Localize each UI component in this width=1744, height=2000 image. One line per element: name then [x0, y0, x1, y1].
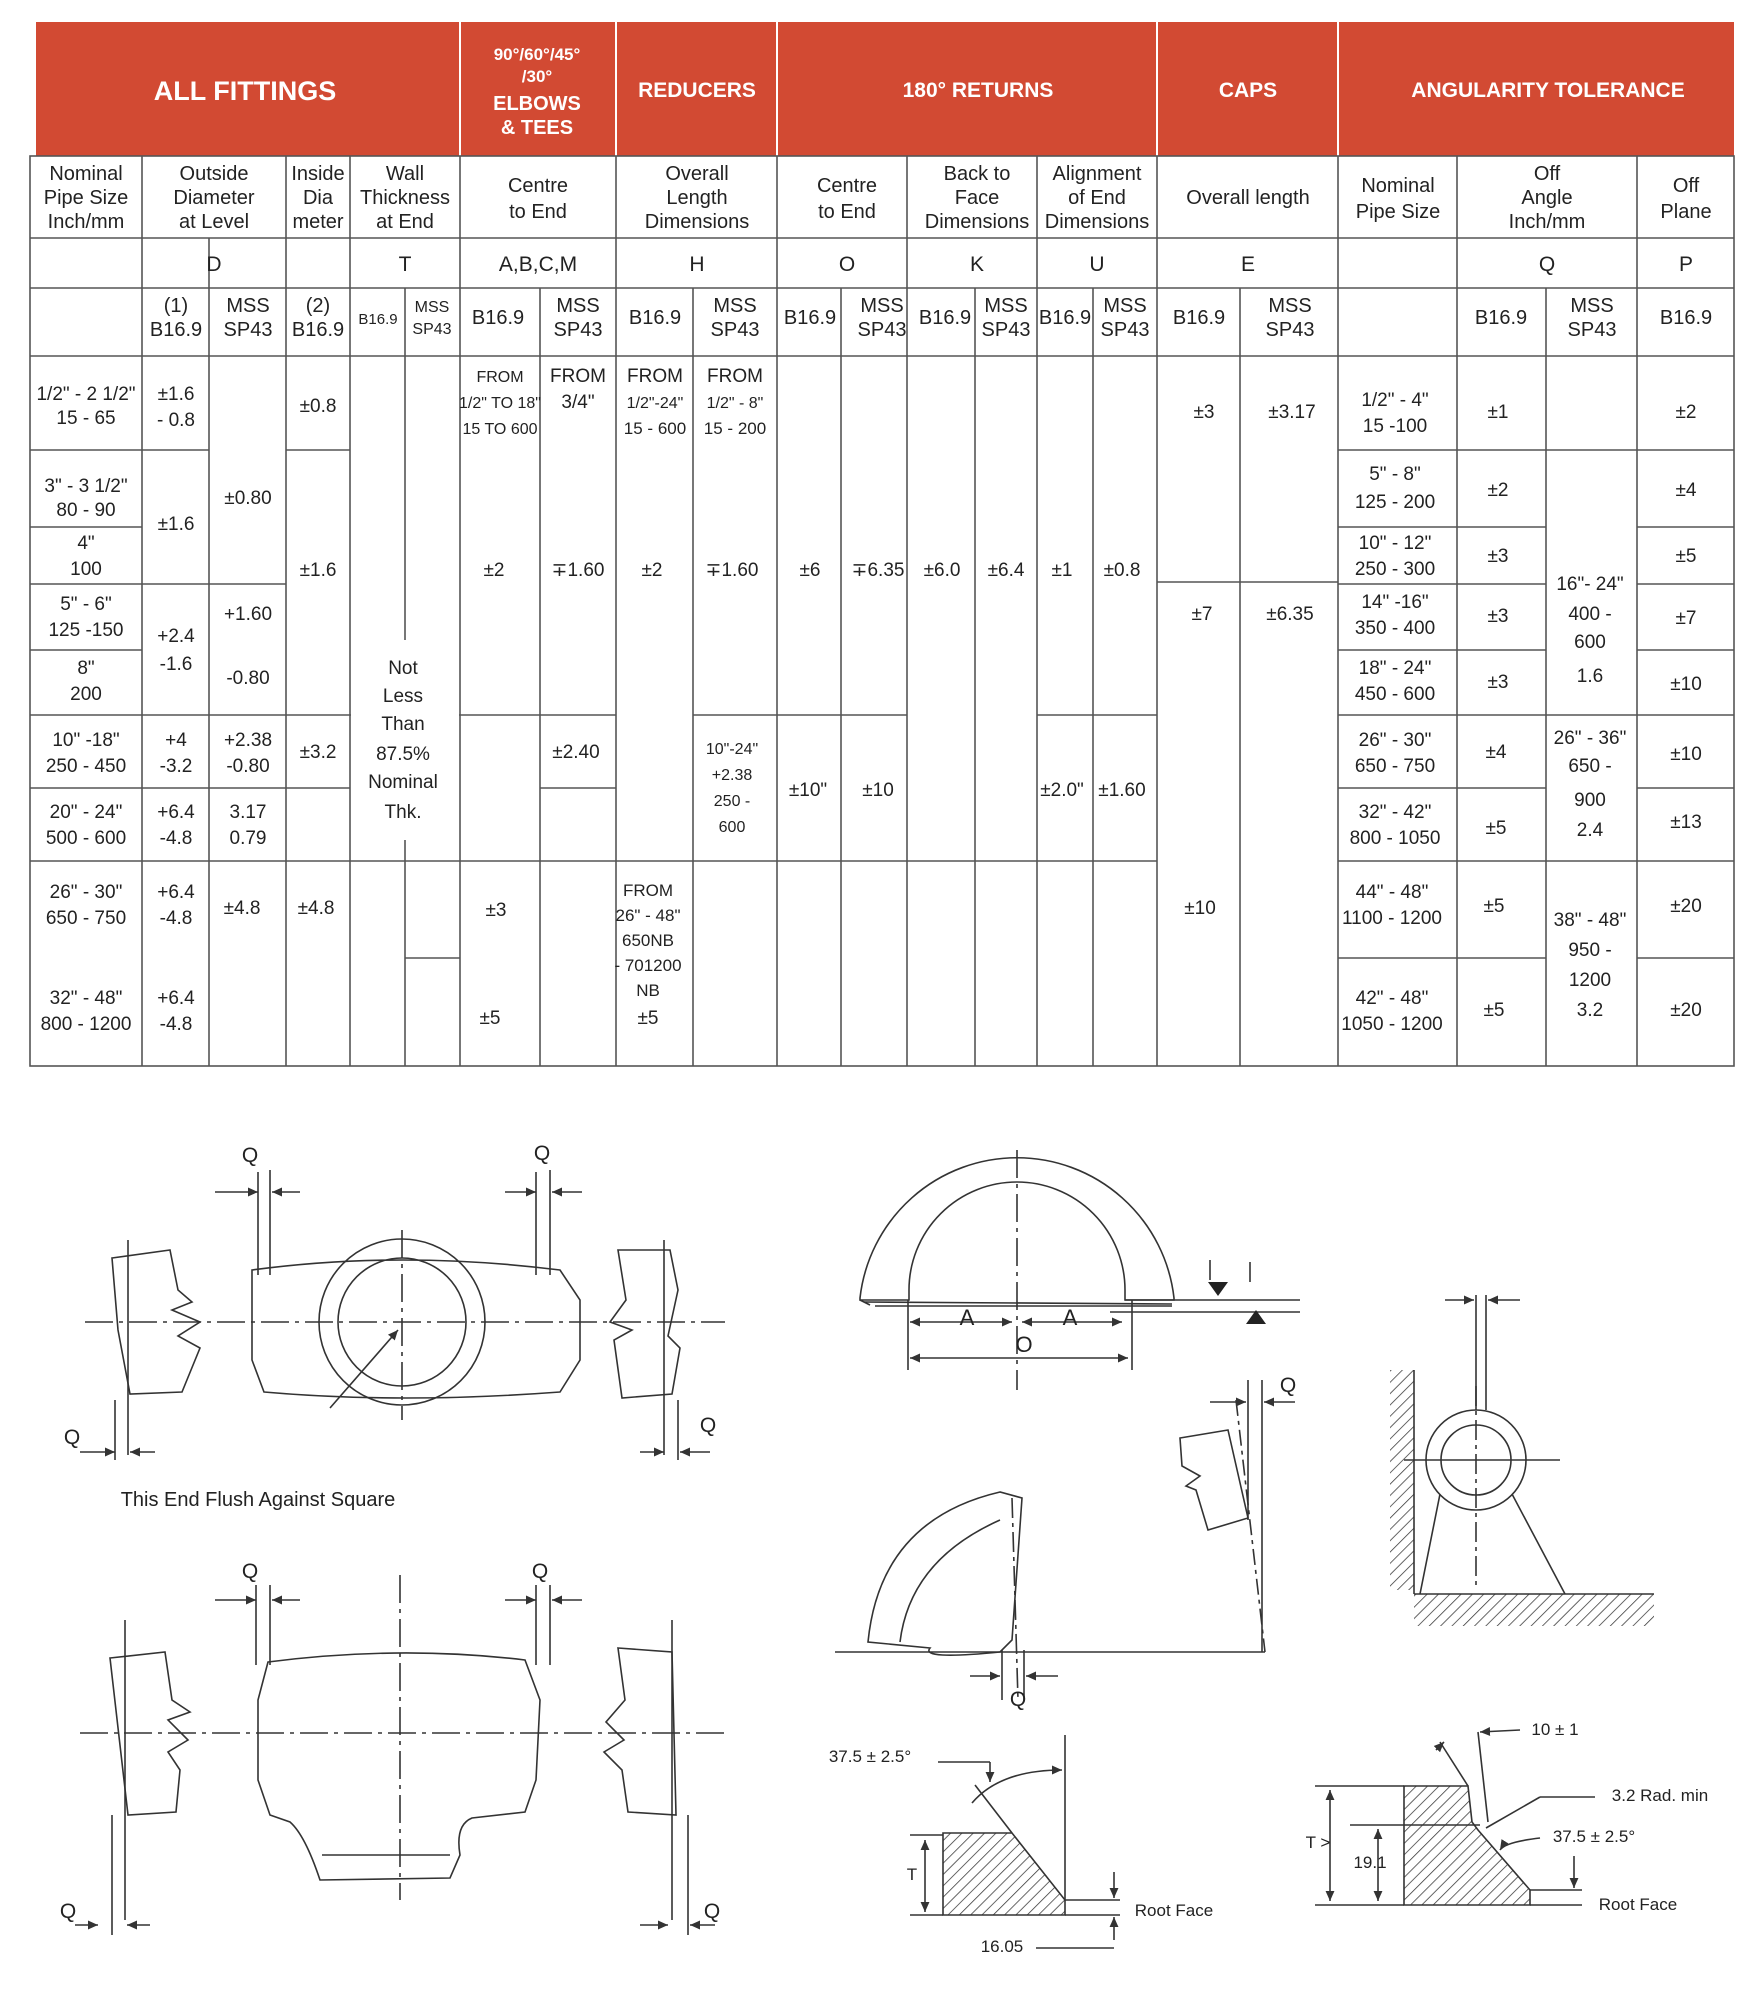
align-b169-1: ±1 [1051, 560, 1073, 581]
ang-nps-5: 18" - 24" 450 - 600 [1354, 658, 1436, 705]
oal-b169-3: FROM 26" - 48" 650NB - 701200 NB ±5 [614, 881, 682, 1029]
oal-b169-2: ±2 [641, 560, 663, 581]
od-b169-7: +6.4 -4.8 [157, 988, 195, 1035]
ang-b169-6: ±4 [1485, 742, 1507, 763]
plane-5: ±10 [1670, 674, 1702, 695]
label-q-7: Q [59, 1900, 77, 1923]
ang-b169-3: ±3 [1487, 546, 1509, 567]
plane-6: ±10 [1670, 744, 1702, 765]
ang-b169-8: ±5 [1483, 896, 1505, 917]
od-mss-1: ±0.80 [224, 488, 272, 509]
caps-b169-3: ±10 [1184, 898, 1216, 919]
label-a-1: A [959, 1305, 975, 1330]
tolerance-table [30, 22, 1734, 1066]
header-elbows-line3: ELBOWS [493, 93, 581, 115]
cte-mss-1: FROM 3/4" [550, 366, 606, 413]
ang-nps-8: 44" - 48" 1100 - 1200 [1341, 882, 1443, 929]
ang-mss-1: 16"- 24" 400 -600 1.6 [1556, 574, 1624, 687]
letter-T: T [398, 253, 412, 276]
plane-3: ±5 [1675, 546, 1697, 567]
label-bevel1-width: 16.05 [980, 1937, 1024, 1956]
ang-b169-7: ±5 [1485, 818, 1507, 839]
label-q-3: Q [63, 1426, 81, 1449]
std-od-mss: MSS SP43 [223, 295, 273, 341]
std-cte-mss: MSS SP43 [553, 295, 603, 341]
cto-mss-1: ∓6.35 [851, 560, 905, 581]
std-caps-b169: B16.9 [1172, 307, 1226, 329]
label-bevel2-root: Root Face [1598, 1895, 1678, 1914]
oal-mss-2: ∓1.60 [705, 560, 759, 581]
ang-nps-3: 10" - 12" 250 - 300 [1354, 533, 1436, 580]
nps-row-3: 4" 100 [70, 533, 102, 580]
cte-b169-1: FROM 1/2" TO 18" 15 TO 600 [459, 369, 541, 438]
ang-mss-3: 38" - 48" 950 -1200 3.2 [1553, 910, 1627, 1021]
letter-O: O [838, 253, 856, 276]
caps-mss-2: ±6.35 [1266, 604, 1314, 625]
ang-mss-2: 26" - 36" 650 -900 2.4 [1553, 728, 1627, 841]
nps-row-2: 3" - 3 1/2" 80 - 90 [44, 476, 128, 521]
cto-b169-1: ±6 [799, 560, 821, 581]
label-bevel2-rad: 3.2 Rad. min [1611, 1786, 1709, 1805]
header-caps: CAPS [1218, 79, 1278, 102]
bevel-detail-1 [910, 1735, 1120, 1948]
label-bevel2-19: 19.1 [1353, 1853, 1387, 1872]
col-alignment: Alignment of End Dimensions [1044, 163, 1150, 233]
nps-row-5: 8" 200 [70, 658, 102, 705]
plane-8: ±20 [1670, 896, 1702, 917]
std-cto-mss: MSS SP43 [857, 295, 907, 341]
od-mss-5: 3.17 0.79 [229, 802, 267, 849]
ang-nps-2: 5" - 8" 125 - 200 [1354, 464, 1436, 513]
label-bevel1-t: T [906, 1865, 918, 1884]
caps-mss-1: ±3.17 [1268, 402, 1316, 423]
std-ang-mss: MSS SP43 [1567, 295, 1617, 341]
ang-nps-7: 32" - 42" 800 - 1050 [1349, 802, 1441, 849]
nps-row-8: 26" - 30" 650 - 750 [45, 882, 127, 929]
plane-2: ±4 [1675, 480, 1697, 501]
nps-row-9: 32" - 48" 800 - 1200 [40, 988, 132, 1035]
tee-side-view-drawing [75, 1575, 725, 1935]
col-off-plane: Off Plane [1660, 175, 1712, 223]
col-centre-to-end: Centre to End [507, 175, 569, 223]
ang-b169-9: ±5 [1483, 1000, 1505, 1021]
std-wall-mss: MSS SP43 [412, 299, 452, 338]
od-b169-5: +6.4 -4.8 [157, 802, 195, 849]
label-a-2: A [1062, 1305, 1078, 1330]
tee-end-view-drawing [80, 1170, 725, 1460]
label-bevel2-angle: 37.5 ± 2.5° [1552, 1827, 1636, 1846]
od-b169-3: +2.4 -1.6 [157, 626, 195, 675]
cte-mss-2: ∓1.60 [551, 560, 605, 581]
label-o: O [1015, 1332, 1033, 1357]
nps-row-7: 20" - 24" 500 - 600 [45, 802, 127, 849]
ang-b169-1: ±1 [1487, 402, 1509, 423]
align-b169-2: ±2.0" [1040, 780, 1084, 801]
header-reducers: REDUCERS [638, 79, 756, 102]
std-oal-b169: B16.9 [628, 307, 682, 329]
letter-U: U [1089, 253, 1105, 276]
cte-b169-4: ±5 [479, 1008, 501, 1029]
id-b169-4: ±4.8 [297, 898, 335, 919]
std-cte-b169: B16.9 [471, 307, 525, 329]
id-b169-3: ±3.2 [299, 742, 337, 763]
std-oal-mss: MSS SP43 [710, 295, 760, 341]
header-180-returns: 180° RETURNS [902, 79, 1054, 102]
cto-b169-2: ±10" [788, 780, 828, 801]
ang-b169-5: ±3 [1487, 672, 1509, 693]
nps-row-1: 1/2" - 2 1/2" 15 - 65 [36, 384, 136, 429]
col-off-angle: Off Angle Inch/mm [1508, 163, 1586, 233]
od-mss-6: ±4.8 [223, 898, 261, 919]
std-btf-mss: MSS SP43 [981, 295, 1031, 341]
std-caps-mss: MSS SP43 [1265, 295, 1315, 341]
col-od: Outside Diameter at Level [173, 163, 255, 233]
std-ang-b169: B16.9 [1474, 307, 1528, 329]
std-cto-b169: B16.9 [783, 307, 837, 329]
std-align-mss: MSS SP43 [1100, 295, 1150, 341]
label-q-2: Q [533, 1142, 551, 1165]
od-mss-2: +1.60 [223, 604, 273, 625]
cte-b169-2: ±2 [483, 560, 505, 581]
caps-b169-1: ±3 [1193, 402, 1215, 423]
cte-mss-3: ±2.40 [552, 742, 600, 763]
caps-b169-2: ±7 [1191, 604, 1213, 625]
label-q-5: Q [241, 1560, 259, 1583]
letter-D: D [206, 253, 222, 276]
col-caps-length: Overall length [1186, 187, 1310, 209]
std-wall-b169: B16.9 [358, 311, 398, 328]
label-q-8: Q [703, 1900, 721, 1923]
btf-b169-1: ±6.0 [923, 560, 961, 581]
return-bend-drawing [860, 1150, 1300, 1390]
label-q-6: Q [531, 1560, 549, 1583]
od-b169-4: +4 -3.2 [159, 730, 193, 777]
flange-off-plane-drawing [1390, 1295, 1654, 1626]
label-bevel1-angle: 37.5 ± 2.5° [828, 1747, 912, 1766]
bevel-detail-2 [1315, 1730, 1595, 1905]
od-b169-1: ±1.6 - 0.8 [156, 384, 196, 431]
col-ang-nps: Nominal Pipe Size [1355, 175, 1441, 223]
letter-ABCM: A,B,C,M [498, 253, 578, 276]
ang-nps-1: 1/2" - 4" 15 -100 [1361, 390, 1429, 437]
letter-H: H [689, 253, 705, 276]
oal-mss-3: 10"-24" +2.38 250 -600 [705, 741, 759, 836]
label-bevel2-land: 10 ± 1 [1531, 1720, 1579, 1739]
od-mss-4: +2.38 -0.80 [223, 730, 273, 777]
plane-1: ±2 [1675, 402, 1697, 423]
col-wall: Wall Thickness at End [359, 163, 451, 233]
oal-mss-1: FROM 1/2" - 8" 15 - 200 [703, 366, 767, 438]
wall-note: Not Less Than 87.5% Nominal Thk. [368, 658, 438, 823]
header-elbows-line2: /30° [521, 67, 553, 86]
label-flush-note: This End Flush Against Square [120, 1489, 396, 1511]
plane-9: ±20 [1670, 1000, 1702, 1021]
letter-P: P [1678, 253, 1694, 276]
letter-Q: Q [1538, 253, 1556, 276]
plane-7: ±13 [1670, 812, 1702, 833]
ang-b169-2: ±2 [1487, 480, 1509, 501]
plane-4: ±7 [1675, 608, 1697, 629]
header-elbows-line1: 90°/60°/45° [493, 45, 581, 64]
label-q-10: Q [1009, 1688, 1027, 1711]
label-bevel2-t: T > [1305, 1833, 1331, 1852]
od-b169-6: +6.4 -4.8 [157, 882, 195, 929]
nps-row-4: 5" - 6" 125 -150 [48, 594, 124, 641]
ang-nps-4: 14" -16" 350 - 400 [1354, 592, 1436, 639]
label-q-4: Q [699, 1414, 717, 1437]
letter-E: E [1240, 253, 1256, 276]
nps-row-6: 10" -18" 250 - 450 [45, 730, 127, 777]
id-b169-2: ±1.6 [299, 560, 337, 581]
id-b169-1: ±0.8 [299, 396, 337, 417]
col-id: Inside Dia meter [291, 163, 345, 233]
label-bevel1-root: Root Face [1134, 1901, 1214, 1920]
cte-b169-3: ±3 [485, 900, 507, 921]
ang-nps-6: 26" - 30" 650 - 750 [1354, 730, 1436, 777]
col-nps: Nominal Pipe Size Inch/mm [43, 163, 129, 233]
od-b169-2: ±1.6 [157, 514, 195, 535]
std-id-b169: (2) B16.9 [291, 295, 345, 341]
align-mss-2: ±1.60 [1098, 780, 1146, 801]
header-angularity: ANGULARITY TOLERANCE [1411, 79, 1685, 102]
std-btf-b169: B16.9 [918, 307, 972, 329]
header-all-fittings: ALL FITTINGS [153, 76, 337, 106]
oal-b169-1: FROM 1/2"-24" 15 - 600 [623, 366, 687, 438]
col-overall-length: Overall Length Dimensions [644, 163, 750, 233]
align-mss-1: ±0.8 [1103, 560, 1141, 581]
std-align-b169: B16.9 [1038, 307, 1092, 329]
std-od-b169: (1) B16.9 [149, 295, 203, 341]
btf-mss-1: ±6.4 [987, 560, 1025, 581]
label-q-9: Q [1279, 1374, 1297, 1397]
od-mss-3: -0.80 [226, 668, 270, 689]
ang-nps-9: 42" - 48" 1050 - 1200 [1341, 988, 1443, 1035]
letter-K: K [969, 253, 985, 276]
std-plane-b169: B16.9 [1659, 307, 1713, 329]
col-back-to-face: Back to Face Dimensions [924, 163, 1030, 233]
label-q-1: Q [241, 1144, 259, 1167]
elbow-drawing [835, 1380, 1295, 1700]
ang-b169-4: ±3 [1487, 606, 1509, 627]
cto-mss-2: ±10 [862, 780, 894, 801]
col-returns-centre: Centre to End [816, 175, 878, 223]
header-elbows-line4: & TEES [500, 117, 574, 139]
technical-drawings [75, 1150, 1654, 1948]
